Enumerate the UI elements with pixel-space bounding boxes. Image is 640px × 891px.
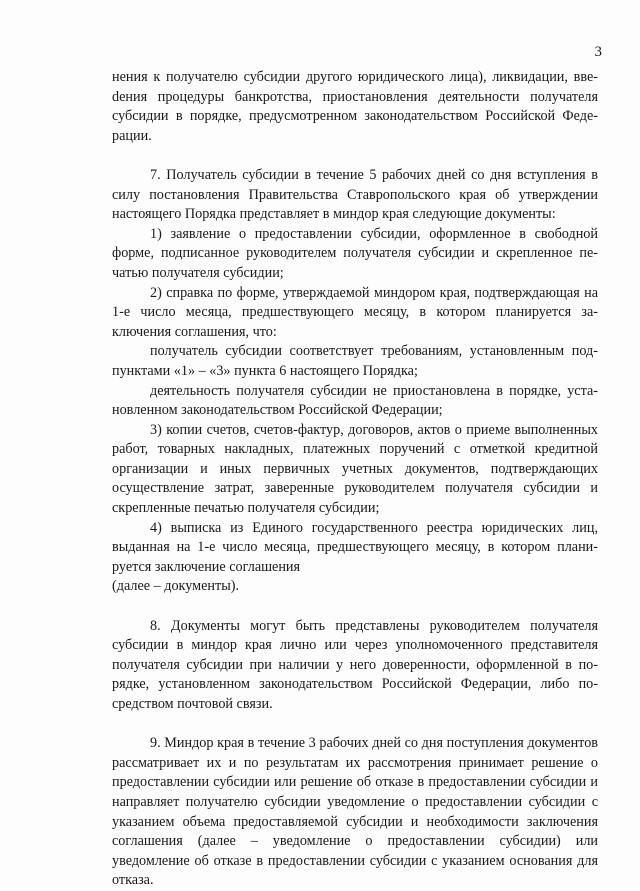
list-item-1: 1) заявление о предоставлении субсидии, оформленное в свободной форме, подписанное руководителем получателя субсидии и скрепленное печатью получателя субсидии;	[112, 225, 598, 281]
list-item-2: 2) справка по форме, утверждаемой миндором края, подтверждающая на 1-е число месяца, предшествующего месяцу, в котором планируется заключения соглашения, что:	[112, 284, 598, 340]
document-body	[112, 68, 598, 891]
paragraph-item-9: 9. Миндор края в течение 3 рабочих дней со дня поступления документов рассматривает их и по результатам их рассмотрения принимает решение о предоставлении субсидии или решение об отказе в предоставлении субсидии и направляет получателю субсидии уведомление о предоставлении субсидии с указанием объема предоставляемой субсидии и необходимости заключения соглашения (далее – уведомление о предоставлении субсидии) или уведомление об отказе в предоставлении субсидии с указанием основания для отказа.	[112, 735, 598, 889]
list-item-3: 3) копии счетов, счетов-фактур, договоров, актов о приеме выполненных работ, товарных накладных, платежных поручений с отметкой кредитной организации и иных первичных учетных документов, подтверждающих осуществление затрат, заверенные руководителем получателя субсидии и скрепленные печатью получателя субсидии;	[112, 421, 598, 517]
list-subitem-requirements: получатель субсидии соответствует требованиям, установленным подпунктами «1» – «3» пункта 6 настоящего Порядка;	[112, 343, 598, 379]
list-item-4: 4) выписка из Единого государственного реестра юридических лиц, выданная на 1-е число месяца, предшествующего месяцу, в котором планируется заключение соглашения	[112, 519, 598, 575]
page-number: 3	[594, 44, 602, 60]
paragraph-continuation: нения к получателю субсидии другого юридического лица), ликвидации, ввеdения процедуры банкротства, приостановления деятельности получателя субсидии в порядке, предусмотренном законодательством Российской Федерации.	[112, 69, 598, 144]
documents-note: (далее – документы).	[112, 578, 240, 595]
paragraph-item-8: 8. Документы могут быть представлены руководителем получателя субсидии в миндор края лично или через уполномоченного представителя получателя субсидии при наличии у него доверенности, оформленной в порядке, установленном законодательством Российской Федерации, либо посредством почтовой связи.	[112, 617, 598, 712]
list-subitem-activity: деятельность получателя субсидии не приостановлена в порядке, установленном законодательством Российской Федерации;	[112, 382, 598, 419]
paragraph-item-7: 7. Получатель субсидии в течение 5 рабочих дней со дня вступления в силу постановления Правительства Ставропольского края об утверждении настоящего Порядка представляет в миндор края следующие документы:	[112, 166, 598, 223]
